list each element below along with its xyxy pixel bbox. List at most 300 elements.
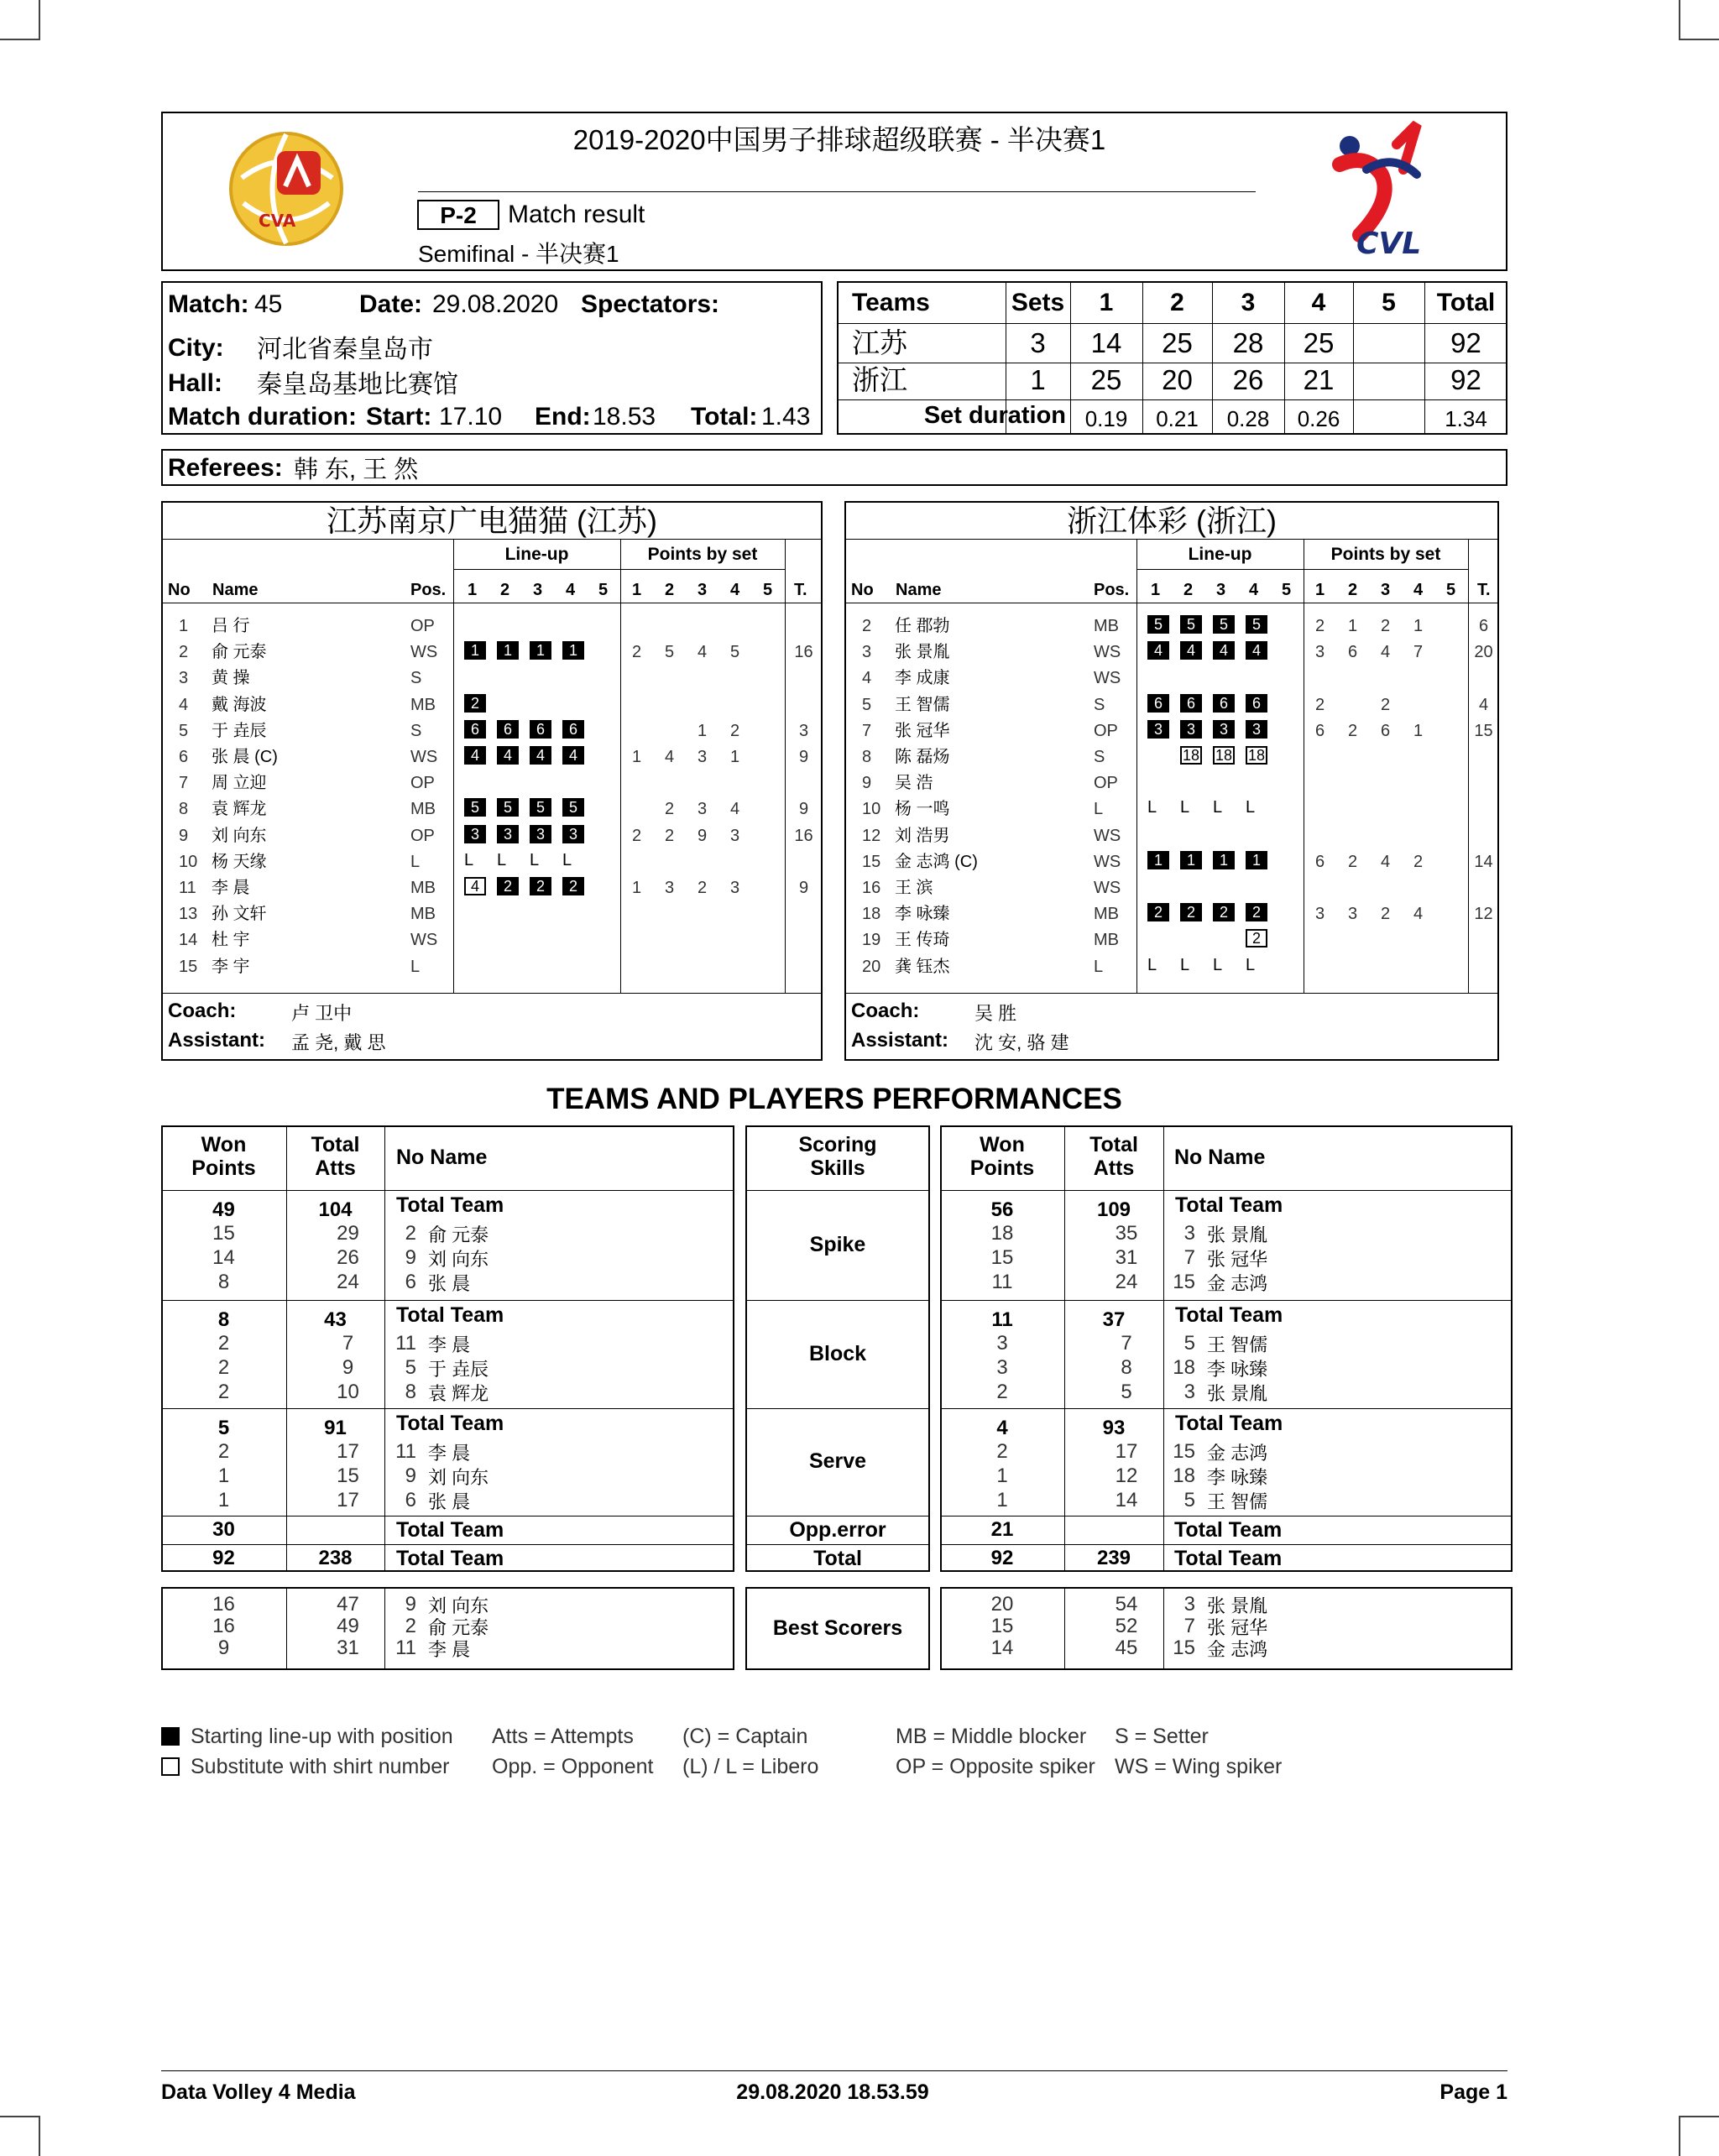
player-name: 金 志鸿 [1207, 1443, 1268, 1464]
starting-position-box: 1 [530, 641, 551, 660]
player-name: 张 晨 [428, 1273, 471, 1294]
best-scorers-label: Best Scorers [772, 1616, 903, 1640]
footer-timestamp: 29.08.2020 18.53.59 [736, 2080, 929, 2104]
team-won-points: 11 [991, 1308, 1013, 1331]
player-total: 9 [798, 748, 809, 766]
opp-error-left: 30 [212, 1518, 235, 1541]
lineup-col-header: 5 [598, 581, 609, 599]
player-atts: 7 [1121, 1332, 1132, 1355]
libero-mark: L [1246, 955, 1256, 974]
player-name: 刘 向东 [212, 826, 267, 845]
set-duration-label: Set duration [923, 402, 1066, 429]
points-col-header: 5 [763, 581, 773, 599]
player-no: 11 [179, 879, 196, 897]
match-label: Match: [168, 290, 249, 318]
set-duration: 0.19 [1084, 406, 1128, 431]
points-by-set-header: Points by set [647, 545, 758, 564]
player-name: 王 智儒 [1207, 1491, 1268, 1512]
player-no: 13 [179, 905, 198, 924]
total-atts-left: 238 [318, 1547, 353, 1569]
player-pos: OP [410, 826, 435, 845]
set-points: 1 [632, 879, 642, 897]
player-name: 张 景胤 [895, 643, 950, 662]
starting-position-box: 4 [1180, 641, 1202, 660]
set-points: 4 [698, 643, 708, 662]
total-team-label: Total Team [1174, 1547, 1283, 1570]
player-total: 3 [798, 721, 809, 740]
player-atts: 14 [1115, 1489, 1138, 1511]
player-won-points: 1 [996, 1464, 1008, 1487]
player-won-points: 1 [996, 1489, 1008, 1511]
player-name: 周 立迎 [212, 774, 267, 793]
city: 河北省秦皇岛市 [257, 336, 433, 363]
set-points: 2 [1381, 905, 1391, 924]
starting-position-box: 5 [530, 798, 551, 817]
player-pos: WS [410, 643, 438, 662]
best-atts: 54 [1115, 1593, 1138, 1616]
player-atts: 10 [337, 1381, 359, 1403]
substitute-box: 18 [1213, 746, 1235, 765]
skill-name: Serve [808, 1449, 867, 1473]
team-won-points: 49 [212, 1198, 235, 1221]
player-name: 张 景胤 [1207, 1224, 1268, 1245]
set-points: 1 [1413, 617, 1424, 635]
total-team-label: Total Team [1175, 1303, 1283, 1327]
set-points: 2 [1348, 721, 1358, 740]
player-name: 刘 向东 [428, 1249, 489, 1270]
legend-starting: Starting line-up with position [191, 1725, 453, 1748]
player-atts: 15 [337, 1464, 359, 1487]
total-team-label: Total Team [396, 1193, 504, 1217]
total-team-label: Total Team [396, 1547, 504, 1570]
set-points: 2 [698, 879, 708, 897]
starting-position-box: 3 [464, 825, 486, 843]
player-name: 李 成康 [895, 669, 950, 688]
player-total: 16 [794, 643, 813, 662]
best-atts: 47 [337, 1593, 359, 1616]
player-name: 张 晨 (C) [212, 748, 278, 766]
player-pos: WS [1094, 852, 1121, 871]
assistant-names: 沈 安, 骆 建 [974, 1032, 1069, 1053]
player-won-points: 11 [991, 1271, 1013, 1293]
points-col-header: 3 [698, 581, 708, 599]
set-points: 2 [1315, 617, 1325, 635]
player-name: 袁 辉龙 [428, 1383, 489, 1404]
starting-position-box: 5 [464, 798, 486, 817]
won-points-left-header-1: Won [201, 1133, 247, 1156]
score-header-4: 3 [1241, 289, 1256, 316]
total-team-label: Total Team [396, 1412, 504, 1435]
player-name: 孙 文轩 [212, 905, 267, 924]
score-cell: 92 [1450, 327, 1481, 358]
player-atts: 12 [1115, 1464, 1138, 1487]
player-won-points: 2 [217, 1332, 230, 1355]
set-points: 3 [698, 800, 708, 819]
player-no: 15 [1173, 1440, 1195, 1463]
starting-position-box: 4 [464, 746, 486, 765]
player-atts: 17 [337, 1440, 359, 1463]
set-points: 2 [632, 643, 642, 662]
starting-position-box: 1 [562, 641, 584, 660]
legend-libero: (L) / L = Libero [682, 1755, 819, 1778]
score-header-3: 2 [1170, 289, 1184, 316]
player-name: 王 滨 [895, 879, 933, 897]
starting-position-box: 1 [464, 641, 486, 660]
player-name: 李 宇 [212, 957, 250, 976]
player-no: 5 [1183, 1332, 1195, 1355]
player-name: 吕 行 [212, 617, 250, 635]
lineup-col-header: 1 [1151, 581, 1161, 599]
score-header-5: 4 [1311, 289, 1326, 316]
player-no: 6 [179, 748, 189, 766]
points-col-header: 4 [730, 581, 740, 599]
set-points: 9 [698, 826, 708, 845]
total-atts-right: 239 [1096, 1547, 1131, 1569]
best-points: 9 [217, 1637, 230, 1659]
col-pos-header: Pos. [1094, 581, 1130, 599]
libero-mark: L [1213, 798, 1223, 817]
col-total-header: T. [794, 581, 807, 599]
substitute-box: 4 [464, 877, 486, 895]
substitute-box: 2 [1246, 929, 1267, 947]
lineup-col-header: 5 [1282, 581, 1292, 599]
best-points: 16 [212, 1615, 235, 1637]
libero-mark: L [1246, 798, 1256, 817]
starting-position-box: 3 [1246, 720, 1267, 739]
lineup-col-header: 1 [468, 581, 478, 599]
player-pos: OP [410, 774, 435, 793]
player-no: 8 [405, 1381, 416, 1403]
team-won-points: 56 [990, 1198, 1014, 1221]
assistant-label: Assistant: [851, 1029, 949, 1052]
legend-s: S = Setter [1115, 1725, 1209, 1748]
set-points: 3 [1315, 905, 1325, 924]
best-player-no: 3 [1183, 1593, 1195, 1616]
starting-position-box: 3 [1213, 720, 1235, 739]
player-no: 19 [862, 931, 881, 950]
cvl-logo [1316, 119, 1440, 260]
set-points: 2 [1381, 617, 1391, 635]
set-points: 4 [1381, 852, 1391, 871]
player-no: 10 [862, 800, 881, 819]
player-name: 王 智儒 [895, 695, 950, 714]
best-atts: 52 [1115, 1615, 1138, 1637]
player-no: 6 [405, 1271, 416, 1293]
col-no-header: No [168, 581, 191, 599]
player-pos: WS [410, 748, 438, 766]
player-total: 16 [794, 826, 813, 845]
score-header-1: Sets [1011, 289, 1065, 316]
lineup-header: Line-up [1188, 545, 1252, 564]
player-no: 8 [862, 748, 872, 766]
best-points: 20 [990, 1593, 1014, 1616]
starting-position-box: 2 [497, 877, 519, 895]
match-number: 45 [254, 290, 283, 318]
libero-mark: L [464, 850, 474, 869]
match-date: 29.08.2020 [432, 290, 559, 318]
player-total: 4 [1478, 695, 1489, 714]
libero-mark: L [1180, 955, 1190, 974]
points-col-header: 1 [632, 581, 642, 599]
player-name: 杨 一鸣 [895, 800, 950, 819]
player-pos: OP [1094, 774, 1118, 793]
player-name: 张 景胤 [1207, 1383, 1268, 1404]
doc-code: P-2 [440, 202, 477, 228]
player-name: 刘 向东 [428, 1467, 489, 1488]
set-points: 3 [665, 879, 675, 897]
set-points: 5 [665, 643, 675, 662]
player-name: 李 晨 [428, 1334, 471, 1355]
footer-left: Data Volley 4 Media [161, 2080, 356, 2104]
player-won-points: 2 [217, 1440, 230, 1463]
player-no: 16 [862, 879, 881, 897]
total-won-left: 92 [212, 1547, 235, 1569]
score-cell: 25 [1090, 364, 1122, 395]
set-points: 1 [730, 748, 740, 766]
player-no: 7 [862, 721, 872, 740]
starting-position-box: 5 [1246, 615, 1267, 634]
player-won-points: 2 [217, 1356, 230, 1379]
player-total: 6 [1478, 617, 1489, 635]
player-won-points: 18 [990, 1222, 1014, 1245]
player-pos: WS [1094, 879, 1121, 897]
cvl-logo-text: CVL [1356, 227, 1422, 260]
total-atts-left-header-1: Total [311, 1133, 360, 1156]
player-name: 李 晨 [428, 1443, 471, 1464]
score-team-name: 江苏 [852, 327, 907, 358]
best-points: 16 [212, 1593, 235, 1616]
opp-error-right: 21 [990, 1518, 1014, 1541]
set-points: 3 [730, 879, 740, 897]
score-cell: 14 [1090, 327, 1122, 358]
player-no: 3 [1183, 1381, 1195, 1403]
won-points-right-header-1: Won [980, 1133, 1025, 1156]
starting-position-box: 4 [1147, 641, 1169, 660]
total-atts-left-header-2: Atts [315, 1156, 356, 1180]
referees-names: 韩 东, 王 然 [294, 457, 419, 483]
player-name: 张 冠华 [1207, 1249, 1268, 1270]
starting-position-box: 6 [1213, 694, 1235, 713]
player-won-points: 8 [217, 1271, 230, 1293]
player-no: 2 [179, 643, 189, 662]
best-player-name: 俞 元泰 [428, 1617, 489, 1638]
player-total: 14 [1474, 852, 1493, 871]
substitute-box: 18 [1246, 746, 1267, 765]
player-name: 金 志鸿 [1207, 1273, 1268, 1294]
total-label: Total [813, 1547, 862, 1570]
city-label: City: [168, 334, 224, 362]
player-total: 15 [1474, 721, 1493, 740]
score-header-0: Teams [852, 289, 930, 316]
player-atts: 24 [1115, 1271, 1138, 1293]
cva-logo-text: CVA [259, 211, 296, 231]
team-won-points: 8 [217, 1308, 230, 1331]
player-won-points: 1 [217, 1489, 230, 1511]
player-no: 1 [179, 617, 189, 635]
lineup-col-header: 2 [1183, 581, 1194, 599]
player-no: 2 [405, 1222, 416, 1245]
set-duration: 0.21 [1156, 406, 1199, 431]
player-pos: WS [1094, 826, 1121, 845]
set-points: 1 [1413, 721, 1424, 740]
legend-ws: WS = Wing spiker [1115, 1755, 1283, 1778]
set-points: 6 [1315, 852, 1325, 871]
player-won-points: 14 [212, 1246, 235, 1269]
starting-position-box: 4 [562, 746, 584, 765]
player-pos: S [410, 721, 422, 740]
team-name: 江苏南京广电猫猫 (江苏) [327, 504, 657, 538]
lineup-col-header: 2 [500, 581, 510, 599]
player-no: 9 [405, 1246, 416, 1269]
opp-error-label: Opp.error [789, 1518, 886, 1542]
score-cell: 3 [1030, 327, 1046, 358]
substitute-box: 18 [1180, 746, 1202, 765]
player-name: 于 垚辰 [428, 1359, 489, 1380]
total-team-label: Total Team [396, 1518, 504, 1542]
starting-position-box: 2 [464, 694, 486, 713]
team-won-points: 5 [217, 1417, 230, 1439]
player-no: 4 [179, 695, 189, 714]
set-points: 3 [698, 748, 708, 766]
player-name: 俞 元泰 [428, 1224, 489, 1245]
set-duration: 0.28 [1226, 406, 1270, 431]
legend-opp: Opp. = Opponent [492, 1755, 654, 1778]
player-atts: 17 [337, 1489, 359, 1511]
player-won-points: 3 [996, 1332, 1008, 1355]
points-by-set-header: Points by set [1330, 545, 1441, 564]
player-name: 刘 浩男 [895, 826, 950, 845]
player-no: 14 [179, 931, 198, 950]
libero-mark: L [1180, 798, 1190, 817]
libero-mark: L [497, 850, 507, 869]
score-cell: 28 [1232, 327, 1264, 358]
player-no: 8 [179, 800, 189, 819]
player-no: 3 [862, 643, 872, 662]
player-no: 9 [862, 774, 872, 793]
coach-label: Coach: [851, 1000, 920, 1022]
player-won-points: 3 [996, 1356, 1008, 1379]
set-points: 6 [1381, 721, 1391, 740]
points-col-header: 5 [1446, 581, 1456, 599]
player-name: 金 志鸿 (C) [895, 852, 978, 871]
player-pos: MB [410, 905, 436, 924]
skill-name: Spike [809, 1232, 866, 1256]
starting-position-box: 1 [497, 641, 519, 660]
player-total: 20 [1474, 643, 1493, 662]
player-name: 杜 宇 [212, 931, 250, 950]
player-pos: OP [410, 617, 435, 635]
starting-position-box: 2 [562, 877, 584, 895]
points-col-header: 2 [665, 581, 675, 599]
player-atts: 8 [1121, 1356, 1132, 1379]
player-won-points: 2 [217, 1381, 230, 1403]
doc-name: Match result [508, 201, 645, 228]
best-player-name: 刘 向东 [428, 1595, 489, 1616]
player-no: 6 [405, 1489, 416, 1511]
set-points: 3 [730, 826, 740, 845]
coach-label: Coach: [168, 1000, 237, 1022]
player-won-points: 2 [996, 1381, 1008, 1403]
starting-position-box: 6 [1147, 694, 1169, 713]
total-won-right: 92 [990, 1547, 1014, 1569]
set-points: 2 [1315, 695, 1325, 714]
player-pos: S [410, 669, 422, 688]
points-col-header: 1 [1315, 581, 1325, 599]
libero-mark: L [1147, 955, 1157, 974]
assistant-names: 孟 尧, 戴 思 [291, 1032, 386, 1053]
player-name: 龚 钰杰 [895, 957, 950, 976]
set-points: 2 [665, 800, 675, 819]
starting-position-box: 5 [497, 798, 519, 817]
cva-logo [225, 128, 347, 250]
team-total-atts: 93 [1102, 1417, 1126, 1439]
starting-position-box: 4 [497, 746, 519, 765]
date-label: Date: [359, 290, 423, 318]
player-pos: S [1094, 695, 1105, 714]
starting-position-box: 3 [497, 825, 519, 843]
set-points: 2 [665, 826, 675, 845]
score-header-7: Total [1436, 289, 1496, 316]
spectators-label: Spectators: [581, 290, 720, 318]
player-pos: MB [410, 800, 436, 819]
best-atts: 31 [337, 1637, 359, 1659]
player-won-points: 15 [990, 1246, 1014, 1269]
starting-position-box: 6 [562, 720, 584, 739]
lineup-col-header: 4 [566, 581, 576, 599]
best-player-name: 张 冠华 [1207, 1617, 1268, 1638]
player-atts: 24 [337, 1271, 359, 1293]
player-won-points: 1 [217, 1464, 230, 1487]
set-points: 5 [730, 643, 740, 662]
player-no: 9 [405, 1464, 416, 1487]
player-name: 李 咏臻 [1207, 1467, 1268, 1488]
best-player-no: 9 [405, 1593, 416, 1616]
team-total-atts: 91 [324, 1417, 347, 1439]
crop-mark [0, 0, 40, 40]
player-no: 7 [1183, 1246, 1195, 1269]
player-pos: L [1094, 957, 1104, 976]
starting-position-box: 6 [530, 720, 551, 739]
team-won-points: 4 [996, 1417, 1008, 1439]
set-points: 2 [730, 721, 740, 740]
total-atts-right-header-1: Total [1089, 1133, 1138, 1156]
starting-position-box: 4 [1213, 641, 1235, 660]
player-no: 20 [862, 957, 881, 976]
player-no: 5 [1183, 1489, 1195, 1511]
set-points: 2 [632, 826, 642, 845]
player-no: 7 [179, 774, 189, 793]
total-atts-right-header-2: Atts [1093, 1156, 1135, 1180]
best-points: 14 [990, 1637, 1014, 1659]
best-player-name: 金 志鸿 [1207, 1639, 1268, 1660]
no-name-header-right: No Name [1174, 1146, 1266, 1169]
player-atts: 9 [342, 1356, 354, 1379]
team-name: 浙江体彩 (浙江) [1067, 504, 1277, 538]
lineup-col-header: 3 [533, 581, 543, 599]
player-no: 11 [395, 1440, 416, 1463]
player-total: 12 [1474, 905, 1493, 924]
set-points: 1 [632, 748, 642, 766]
best-player-no: 7 [1183, 1615, 1195, 1637]
starting-position-box: 6 [1246, 694, 1267, 713]
player-pos: L [410, 852, 421, 871]
starting-position-box: 3 [1180, 720, 1202, 739]
page-title: 2019-2020中国男子排球超级联赛 - 半决赛1 [572, 124, 1106, 155]
referees-label: Referees: [168, 454, 283, 482]
player-total: 9 [798, 879, 809, 897]
points-col-header: 4 [1413, 581, 1424, 599]
col-name-header: Name [896, 581, 942, 599]
